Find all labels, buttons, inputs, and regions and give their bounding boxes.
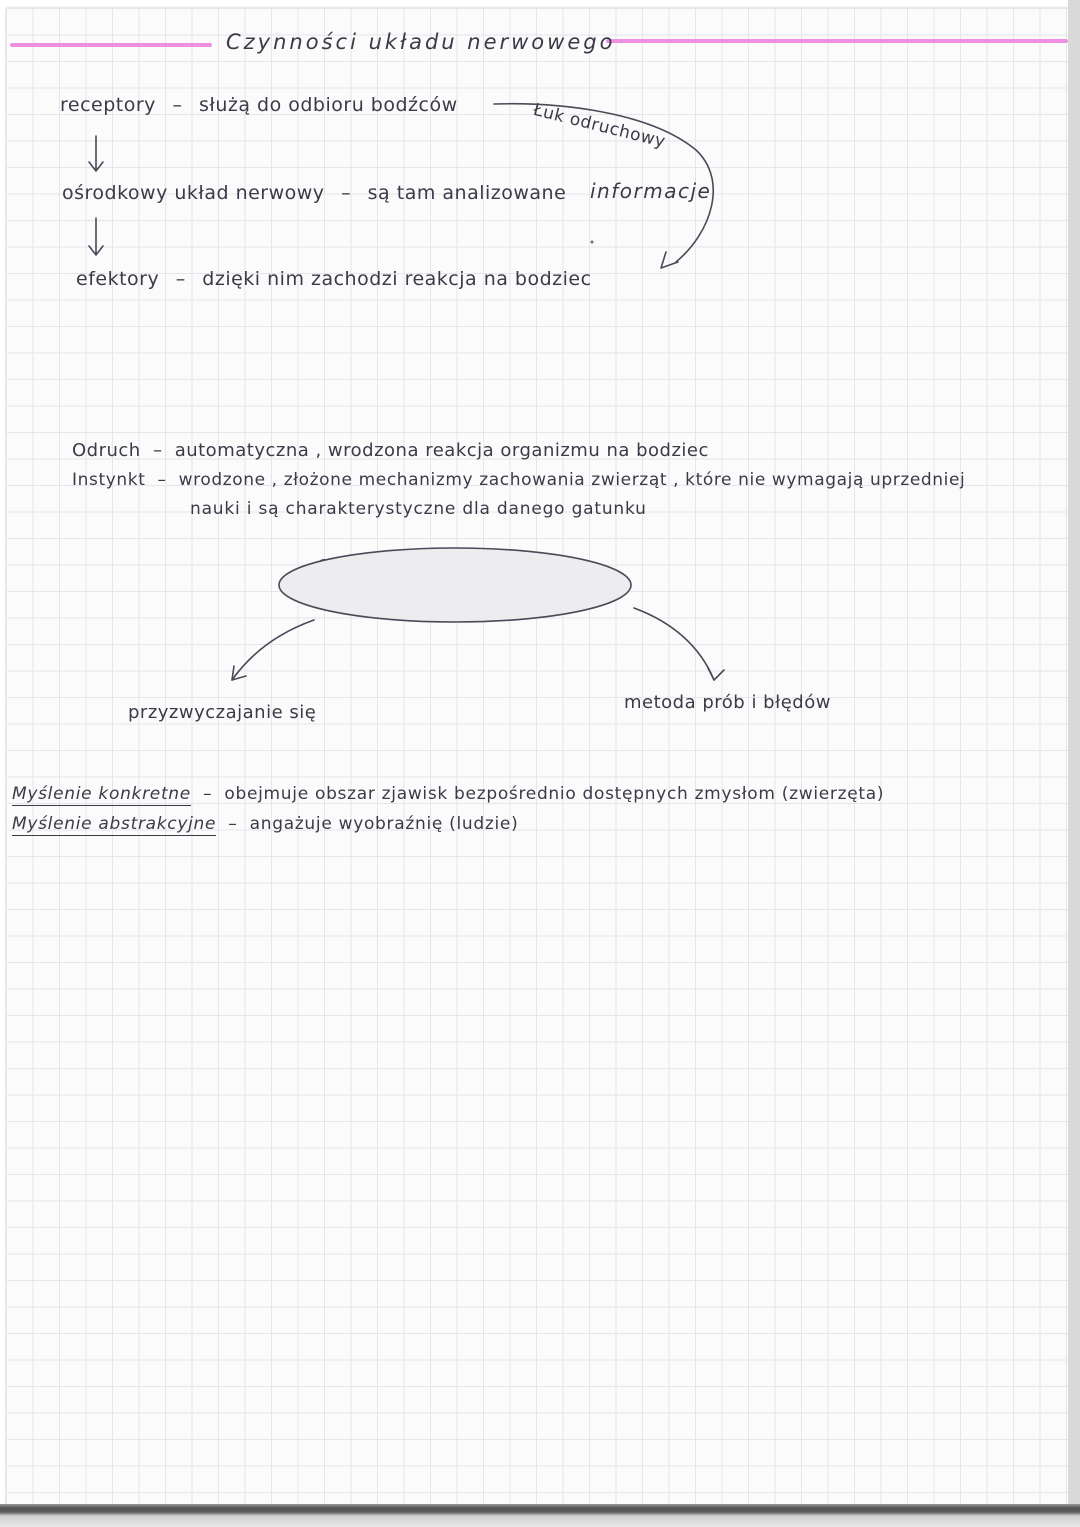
reflex-arc-label: Łuk odruchowy — [531, 100, 668, 153]
mindmap-right-item: metoda prób i błędów — [624, 692, 831, 713]
chain-osrodkowy-tail: informacje — [590, 179, 712, 203]
dash: – — [203, 784, 213, 804]
term-concrete: Myślenie konkretne — [12, 784, 191, 804]
desc-receptory: służą do odbioru bodźców — [199, 94, 458, 116]
dash: – — [157, 470, 167, 490]
arrow-head-icon — [708, 668, 724, 680]
ink-dot — [591, 241, 594, 244]
dash: – — [152, 440, 163, 461]
arrow-head-icon — [661, 252, 678, 268]
desc-efektory: dzięki nim zachodzi reakcja na bodziec — [202, 268, 592, 290]
term-efektory: efektory — [76, 268, 160, 290]
term-instynkt: Instynkt — [72, 470, 146, 490]
page-title: Czynności układu nerwowego — [226, 30, 616, 54]
term-abstract: Myślenie abstrakcyjne — [12, 814, 217, 834]
dash: – — [228, 814, 238, 834]
mindmap-arrow-right — [634, 608, 714, 680]
reflex-arc-curve — [494, 104, 713, 262]
term-receptory: receptory — [60, 94, 156, 116]
desc-odruch: automatyczna , wrodzona reakcja organizmu na bodziec — [174, 440, 709, 461]
desc-concrete: obejmuje obszar zjawisk bezpośrednio dostępnych zmysłom (zwierzęta) — [224, 784, 885, 804]
arrow-down-icon — [89, 218, 103, 255]
def-instynkt-cont: nauki i są charakterystyczne dla danego gatunku — [190, 499, 647, 519]
desc-abstract: angażuje wyobraźnię (ludzie) — [249, 814, 519, 834]
dash: – — [175, 268, 186, 290]
mindmap-ellipse — [279, 548, 631, 622]
desc-instynkt: wrodzone , złożone mechanizmy zachowania zwierząt , które nie wymagają uprzedniej — [178, 470, 966, 490]
dash: – — [172, 94, 183, 116]
mindmap-arrow-left — [232, 620, 314, 680]
arrow-down-icon — [89, 136, 103, 171]
mindmap-left-item: przyzwyczajanie się — [128, 702, 317, 723]
dash: – — [341, 182, 352, 204]
term-odruch: Odruch — [72, 440, 141, 461]
desc-osrodkowy: są tam analizowane — [367, 182, 567, 204]
term-osrodkowy: ośrodkowy układ nerwowy — [62, 182, 325, 204]
